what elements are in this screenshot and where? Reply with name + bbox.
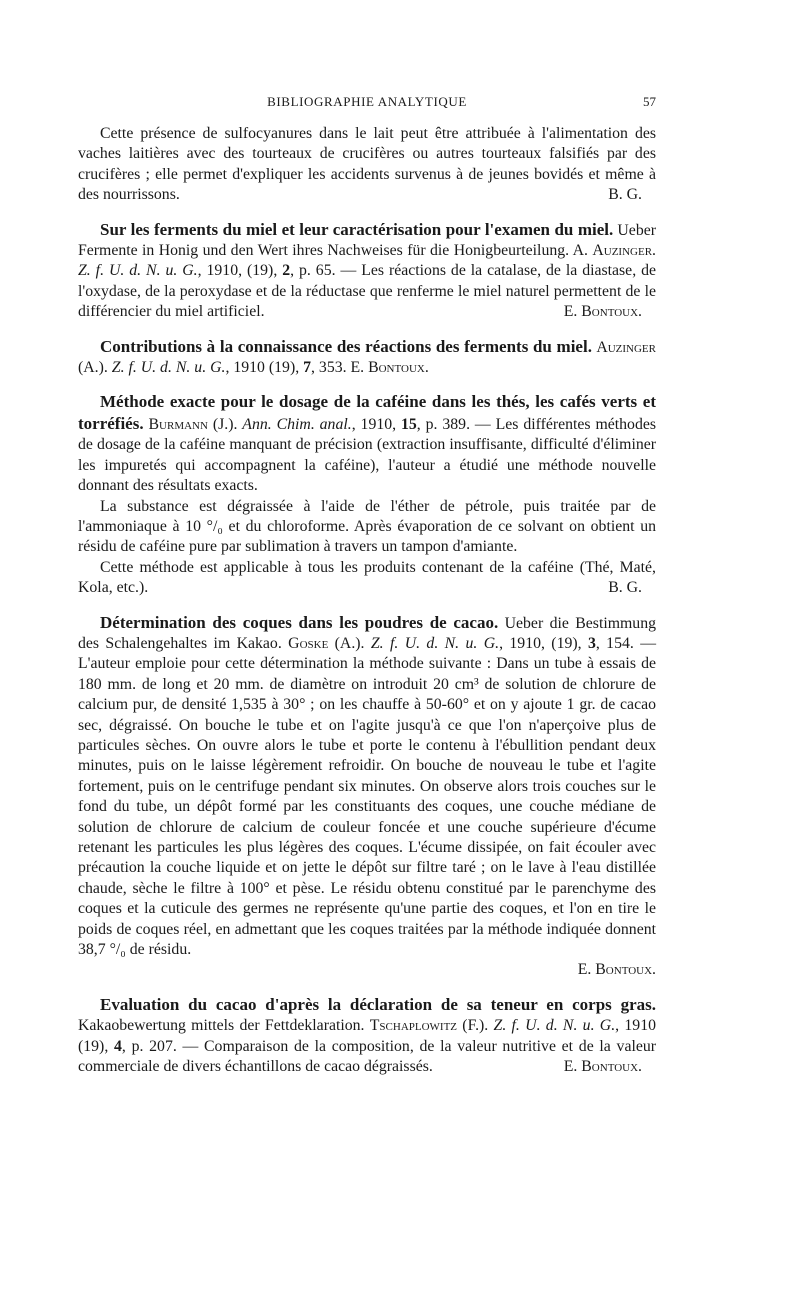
entry-ferments-miel (78, 220, 656, 323)
signature: E. Bontoux. (563, 1058, 642, 1076)
page-number: 57 (643, 94, 656, 109)
entry-title: Sur les ferments du miel et leur caractérisation pour l'examen du miel. (100, 219, 614, 239)
author-name: Auzinger (596, 338, 656, 356)
entry-coques-cacao (78, 613, 656, 981)
signature: B. G. (608, 186, 642, 204)
entry-paragraph: Sur les ferments du miel et leur caractérisation pour l'examen du miel. Ueber Fermente in Honig und den Wert ihres Nachweises für die Honigbeurteilung. A. Auzinger. Z. f. U. d. N. u. G., 1910, (19), 2, p. 65. — Les réactions de la catalase, de la diastase, de l'oxydase, de la peroxydase et de la réductase que renferme le miel naturel permettent de le différencier du miel artificiel. E. Bontoux. (78, 220, 656, 323)
entry-title: Détermination des coques dans les poudres de cacao. (100, 612, 499, 632)
author-name: Burmann (148, 415, 208, 433)
journal-name: Z. f. U. d. N. u. G. (78, 262, 198, 280)
volume-number: 3 (587, 634, 596, 652)
entry-reactions-ferments (78, 337, 656, 379)
signature: B. G. (608, 579, 642, 597)
volume-number: 7 (303, 359, 312, 377)
author-name: Auzinger (592, 242, 653, 260)
journal-name: Ann. Chim. anal. (242, 415, 352, 433)
signature: Bontoux (368, 359, 425, 377)
entry-paragraph: Cette méthode est applicable à tous les produits contenant de la caféine (Thé, Maté, Kola, etc.). B. G. (78, 558, 656, 599)
journal-name: Z. f. U. d. N. u. G. (370, 634, 500, 652)
volume-number: 2 (282, 262, 291, 280)
author-name: Goske (288, 634, 329, 652)
page-header (78, 92, 656, 114)
journal-name: Z. f. U. d. N. u. G. (111, 359, 226, 377)
entry-evaluation-cacao (78, 995, 656, 1078)
entry-paragraph: Cette présence de sulfocyanures dans le lait peut être attribuée à l'alimentation des vaches laitières avec des tourteaux de crucifères ou autres tourteaux falsifiés par des crucifères ; elle permet d'expliquer les accidents survenus à de jeunes bovidés et même à des nourrissons. B. G. (78, 124, 656, 206)
entry-paragraph: Evaluation du cacao d'après la déclaration de sa teneur en corps gras. Kakaobewertung mittels der Fettdeklaration. Tschaplowitz (F.). Z. f. U. d. N. u. G., 1910 (19), 4, p. 207. — Comparaison de la composition, de la valeur nutritive et de la valeur commerciale de divers échantillons de cacao dégraissés. E. Bontoux. (78, 995, 656, 1078)
entry-paragraph: Détermination des coques dans les poudres de cacao. Ueber die Bestimmung des Schalengehaltes im Kakao. Goske (A.). Z. f. U. d. N. u. G., 1910, (19), 3, 154. — L'auteur emploie pour cette détermination la méthode suivante : Dans un tube à essais de 180 mm. de long et 20 mm. de diamètre on introduit 20 cm³ de solution de chlorure de calcium pur, de densité 1,535 à 30° ; on les chauffe à 50-60° et on y ajoute 1 gr. de cacao sec, dégraissé. On bouche le tube et on l'agite jusqu'à ce que l'on n'aperçoive plus de particules sèches. On ouvre alors le tube et porte le contenu à l'ébullition pendant deux minutes, puis on le laisse légèrement refroidir. On bouche de nouveau le tube et l'agite fortement, puis on le centrifuge pendant six minutes. On observe alors trois couches sur le fond du tube, un dépôt formé par les constituants des coques, une couche médiane de solution de chlorure de calcium de couleur foncée et une couche supérieure d'écume retenant les particules les plus légères des coques. L'écume dissipée, on fait écouler avec précaution la couche liquide et on jette le dépôt sur filtre taré ; on le lave à l'eau distillée chaude, sèche le filtre à 100° et pèse. Le résidu obtenu constitué par le parenchyme des coques et la cuticule des germes ne représente qu'une partie des coques, et l'on en tire le poids de coques réel, en admettant que les coques traitées par la méthode indiquée donnent 38,7 °/₀ de résidu. (78, 612, 656, 959)
page-body (78, 124, 656, 1091)
entry-paragraph: Méthode exacte pour le dosage de la caféine dans les thés, les cafés verts et torréfiés. Burmann (J.). Ann. Chim. anal., 1910, 15, p. 389. — Les différentes méthodes de dosage de la caféine manquant de précision (extraction insuffisante, difficulté d'éliminer les impuretés qui accompagnent la caféine), l'auteur a étudié une méthode nouvelle donnant des résultats exacts. (78, 392, 657, 495)
running-title: BIBLIOGRAPHIE ANALYTIQUE (267, 94, 467, 109)
journal-name: Z. f. U. d. N. u. G. (493, 1017, 616, 1035)
entry-title: Contributions à la connaissance des réactions des ferments du miel. (100, 336, 592, 356)
volume-number: 15 (401, 415, 417, 433)
entry-title: Méthode exacte pour le dosage de la caféine dans les thés, les cafés verts et torréfiés. (78, 392, 656, 433)
entry-paragraph: La substance est dégraissée à l'aide de l'éther de pétrole, puis traitée par de l'ammoniaque à 10 °/₀ et du chloroforme. Après évaporation de ce solvant on obtient un résidu de caféine pure par sublimation à travers un tampon d'amiante. (78, 497, 656, 556)
entry-title: Evaluation du cacao d'après la déclaration de sa teneur en corps gras. (100, 994, 656, 1014)
entry-cafeine (78, 392, 656, 598)
signature: E. Bontoux. (577, 961, 656, 979)
entry-sulfocyanures (78, 124, 656, 206)
signature: E. Bontoux. (563, 303, 642, 321)
volume-number: 4 (114, 1037, 122, 1055)
author-name: Tschaplowitz (369, 1017, 458, 1035)
entry-paragraph: Contributions à la connaissance des réactions des ferments du miel. Auzinger (A.). Z. f. U. d. N. u. G., 1910 (19), 7, 353. E. Bontoux. (78, 336, 656, 377)
